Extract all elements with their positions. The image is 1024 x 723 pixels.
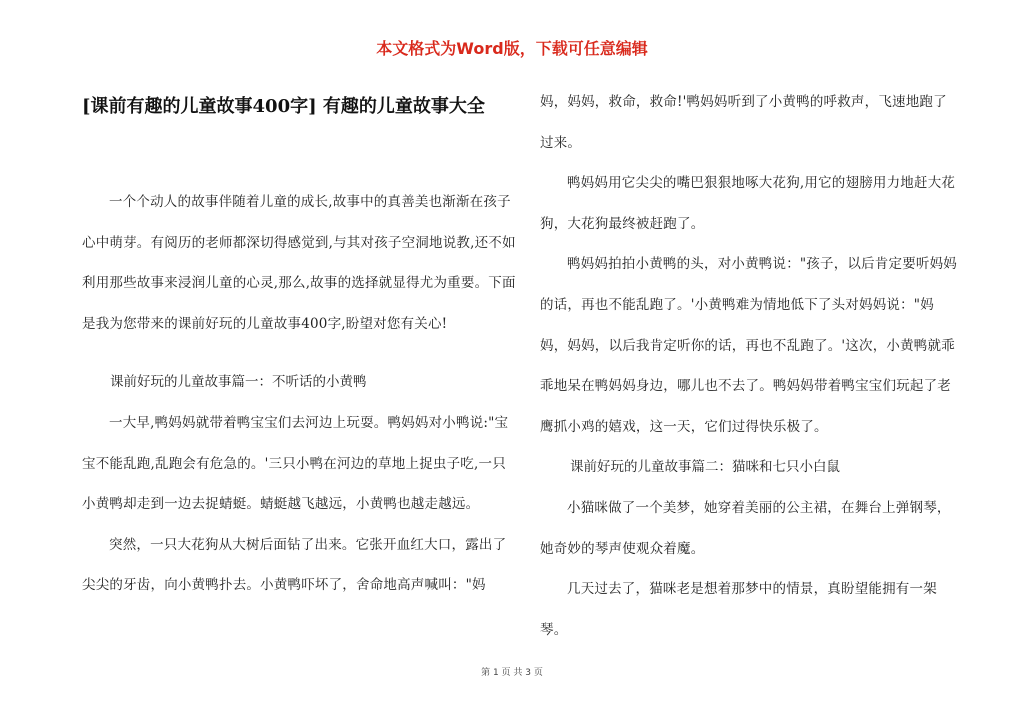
story1-paragraph-1: 一大早,鸭妈妈就带着鸭宝宝们去河边上玩耍。鸭妈妈对小鸭说:"宝宝不能乱跑,乱跑会有危急的。'三只小鸭在河边的草地上捉虫子吃,一只小黄鸭却走到一边去捉蜻蜓。蜻蜓越飞越远，小黄鸭也越走越远。 — [82, 414, 509, 513]
story2-paragraph-2: 几天过去了，猫咪老是想着那梦中的情景，真盼望能拥有一架琴。 — [540, 581, 937, 638]
page-number-footer: 第 1 页 共 3 页 — [481, 668, 543, 678]
word-format-banner: 本文格式为Word版，下载可任意编辑 — [376, 39, 648, 58]
right-column — [540, 82, 960, 650]
story-heading-2: 课前好玩的儿童故事篇二：猫咪和七只小白鼠 — [570, 459, 840, 476]
left-column — [82, 182, 516, 606]
story1-paragraph-2: 突然，一只大花狗从大树后面钻了出来。它张开血红大口，露出了尖尖的牙齿，向小黄鸭扑去。小黄鸭吓坏了，舍命地高声喊叫："妈 — [82, 536, 507, 594]
story1-paragraph-3: 鸭妈妈用它尖尖的嘴巴狠狠地啄大花狗,用它的翅膀用力地赶大花狗，大花狗最终被赶跑了。 — [540, 175, 956, 232]
intro-paragraph: 一个个动人的故事伴随着儿童的成长,故事中的真善美也渐渐在孩子心中萌芽。有阅历的老师都深切得感觉到,与其对孩子空洞地说教,还不如利用那些故事来浸润儿童的心灵,那么,故事的选择就显得尤为重要。下面是我为您带来的课前好玩的儿童故事400字,盼望对您有关心! — [82, 194, 516, 332]
document-title: [课前有趣的儿童故事400字] 有趣的儿童故事大全 — [82, 96, 485, 117]
story-heading-1: 课前好玩的儿童故事篇一：不听话的小黄鸭 — [110, 374, 367, 391]
story1-paragraph-4: 鸭妈妈拍拍小黄鸭的头，对小黄鸭说："孩子，以后肯定要听妈妈的话，再也不能乱跑了。'小黄鸭难为情地低下了头对妈妈说："妈妈，妈妈，以后我肯定听你的话，再也不乱跑了。'这次，小黄鸭就乖乖地呆在鸭妈妈身边，哪儿也不去了。鸭妈妈带着鸭宝宝们玩起了老鹰抓小鸡的嬉戏，这一天，它们过得快乐极了。 — [540, 256, 958, 435]
story2-paragraph-1: 小猫咪做了一个美梦，她穿着美丽的公主裙，在舞台上弹钢琴，她奇妙的琴声使观众着魔。 — [540, 499, 951, 557]
spacer — [82, 344, 516, 362]
story1-paragraph-continued: 妈，妈妈，救命，救命!'鸭妈妈听到了小黄鸭的呼救声，飞速地跑了过来。 — [540, 94, 947, 151]
